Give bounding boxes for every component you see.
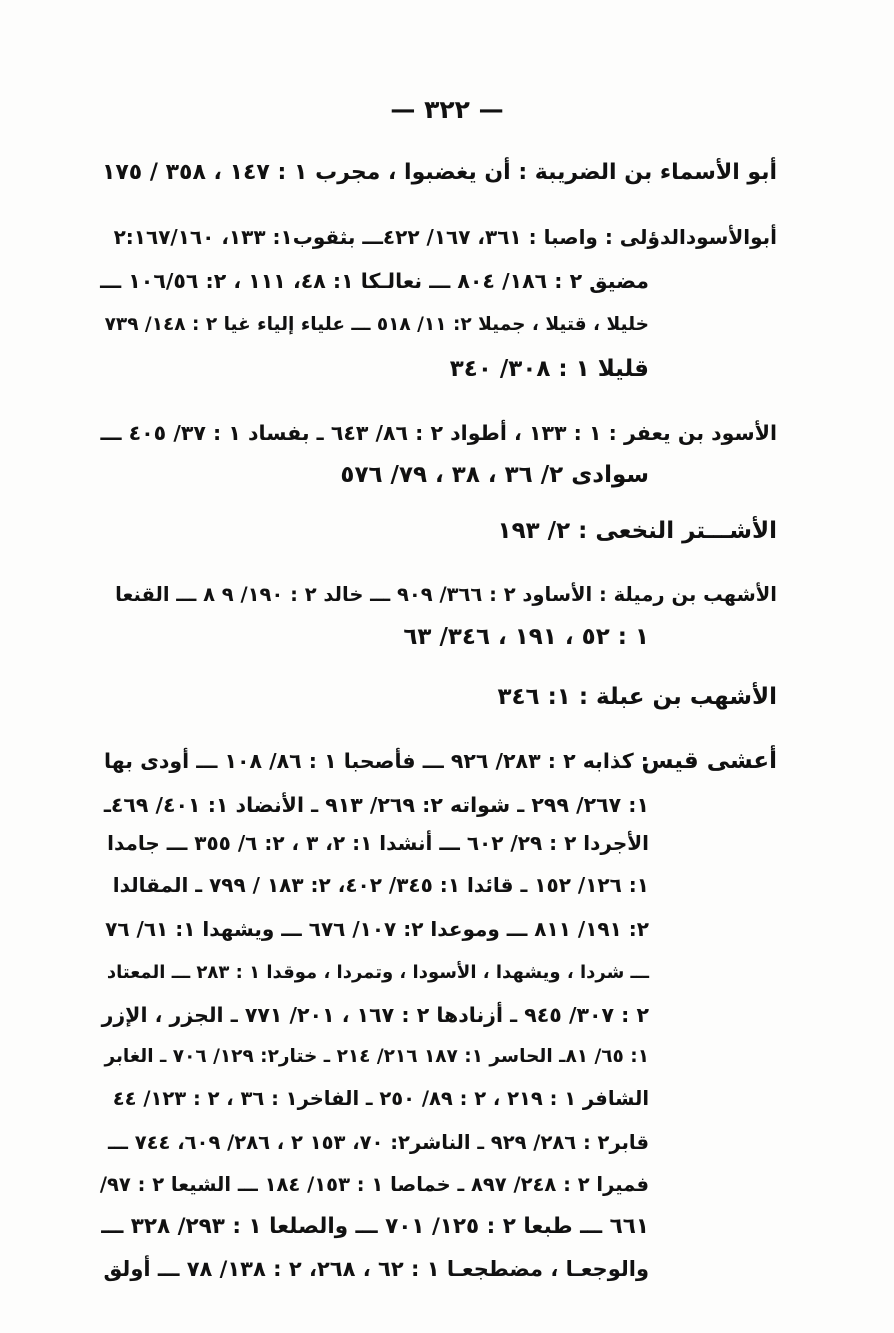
entry-al-ashhab-bin-abla-line-1: الأشهب بن عبلة : ١: ٣٤٦ (497, 684, 777, 710)
entry-asha-qays-line-6: ـــ شردا ، ويشهدا ، الأسودا ، وتمردا ، موقدا ١ : ٢٨٣ ـــ المعتاد (106, 962, 649, 983)
entry-asha-qays-line-7: ٢ : ٣٠٧/ ٩٤٥ ـ أزنادها ٢ : ١٦٧ ، ٢٠١/ ٧٧١ ـ الجزر ، الإزر (101, 1003, 649, 1027)
entry-asha-qays-line-8: ١: ٦٥/ ٨١ـ الحاسر ١: ١٨٧ ٢١٦/ ٢١٤ ـ ختار٢: ١٢٩/ ٧٠٦ ـ الغابر (104, 1046, 649, 1067)
entry-asha-qays-line-13: والوجعـا ، مضطجعـا ١ : ٦٢ ، ٢٦٨، ٢ : ١٣٨/ ٧٨ ـــ أولق (103, 1257, 649, 1281)
entry-asha-qays-line-9: الشافر ١ : ٢١٩ ، ٢ : ٨٩/ ٢٥٠ ـ الفاخر١ : ٣٦ ، ٢ : ١٢٣/ ٤٤ (112, 1087, 649, 1110)
entry-abu-al-aswad-line-2: مضيق ٢ : ١٨٦/ ٨٠٤ ـــ نعالـكا ١: ٤٨، ١١١ ، ٢: ١٠٦/٥٦ ـــ (100, 269, 649, 293)
entry-asha-qays-heading: أعشى قيس (641, 748, 777, 774)
entry-al-ashtar-line-1: الأشـــتر النخعى : ٢/ ١٩٣ (497, 518, 777, 544)
entry-al-aswad-bin-yafur-line-2: سوادى ٢/ ٣٦ ، ٣٨ ، ٧٩/ ٥٧٦ (340, 462, 649, 488)
entry-abu-al-aswad-line-3: خليلا ، قتيلا ، جميلا ٢: ١١/ ٥١٨ ـــ علياء إلياء غيا ٢ : ١٤٨/ ٧٣٩ (104, 314, 649, 335)
entry-asha-qays-line-10: قابر٢ : ٢٨٦/ ٩٢٩ ـ الناشر٢: ٧٠، ١٥٣ ٢ ، ٢٨٦/ ٦٠٩، ٧٤٤ ـــ (107, 1131, 649, 1154)
entry-al-aswad-bin-yafur-line-1: الأسود بن يعفر : ١ : ١٣٣ ، أطواد ٢ : ٨٦/ ٦٤٣ ـ بفساد ١ : ٣٧/ ٤٠٥ ـــ (100, 421, 777, 445)
page-number: — ٣٢٢ — (390, 95, 504, 124)
entry-asha-qays-line-5: ٢: ١٩١/ ٨١١ ـــ وموعدا ٢: ١٠٧/ ٦٧٦ ـــ ويشهدا ١: ٦١/ ٧٦ (105, 917, 649, 941)
entry-asha-qays-line-1: : كذابه ٢ : ٢٨٣/ ٩٢٦ ـــ فأصحبا ١ : ٨٦/ ١٠٨ ـــ أودى بها (104, 749, 649, 773)
entry-asha-qays-line-12: ٦٦١ ـــ طبعا ٢ : ١٢٥/ ٧٠١ ـــ والصلعا ١ : ٢٩٣/ ٣٢٨ ـــ (101, 1214, 649, 1239)
entry-abu-al-aswad-line-4: قليلا ١ : ٣٠٨/ ٣٤٠ (449, 356, 649, 382)
entry-asha-qays-line-2: ١: ٢٦٧/ ٢٩٩ ـ شواته ٢: ٢٦٩/ ٩١٣ ـ الأنضاد ١: ٤٠١/ ٤٦٩ـ (103, 793, 649, 817)
entry-al-ashhab-bin-rumayla-line-1: الأشهب بن رميلة : الأساود ٢ : ٣٦٦/ ٩٠٩ ـــ خالد ٢ : ١٩٠/ ٩ ٨ ـــ القنعا (115, 583, 777, 606)
entry-al-ashhab-bin-rumayla-line-2: ١ : ٥٢ ، ١٩١ ، ٣٤٦/ ٦٣ (403, 624, 649, 650)
entry-asha-qays-line-11: فميرا ٢ : ٢٤٨/ ٨٩٧ ـ خماصا ١ : ١٥٣/ ١٨٤ ـــ الشيعا ٢ : ٩٧/ (99, 1173, 649, 1196)
entry-abu-al-asma-line-1: أبو الأسماء بن الضريبة : أن يغضبوا ، مجرب ١ : ١٤٧ ، ٣٥٨ / ١٧٥ (101, 160, 777, 185)
entry-abu-al-aswad-line-1: أبوالأسودالدؤلى : واصبا : ٣٦١، ١٦٧/ ٤٢٢ـــ بثقوب١: ١٣٣، ٢:١٦٧/١٦٠ (113, 225, 777, 249)
entry-asha-qays-line-4: ١: ١٢٦/ ١٥٢ ـ قائدا ١: ٣٤٥/ ٤٠٢، ٢: ١٨٣ / ٧٩٩ ـ المقالدا (112, 873, 649, 897)
entry-asha-qays-line-3: الأجردا ٢ : ٢٩/ ٦٠٢ ـــ أنشدا ١: ٢، ٣ ، ٢: ٦/ ٣٥٥ ـــ جامدا (107, 831, 649, 855)
